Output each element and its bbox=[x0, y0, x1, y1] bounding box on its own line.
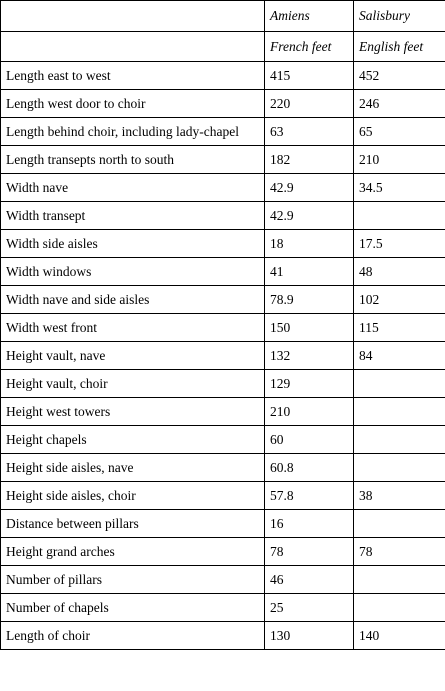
row-label: Length transepts north to south bbox=[1, 146, 265, 174]
amiens-value: 18 bbox=[265, 230, 354, 258]
table-row bbox=[1, 118, 445, 146]
units-amiens: French feet bbox=[265, 32, 354, 62]
salisbury-value: 17.5 bbox=[354, 230, 445, 258]
units-salisbury: English feet bbox=[354, 32, 445, 62]
salisbury-value: 65 bbox=[354, 118, 445, 146]
table-row bbox=[1, 230, 445, 258]
amiens-value: 150 bbox=[265, 314, 354, 342]
amiens-value: 42.9 bbox=[265, 174, 354, 202]
salisbury-value: 140 bbox=[354, 622, 445, 650]
row-label: Width side aisles bbox=[1, 230, 265, 258]
table-row bbox=[1, 174, 445, 202]
table-row bbox=[1, 482, 445, 510]
table-row bbox=[1, 314, 445, 342]
amiens-value: 25 bbox=[265, 594, 354, 622]
row-label: Length behind choir, including lady-chapel bbox=[1, 118, 265, 146]
salisbury-value: 115 bbox=[354, 314, 445, 342]
amiens-value: 210 bbox=[265, 398, 354, 426]
salisbury-value bbox=[354, 454, 445, 482]
table-row bbox=[1, 622, 445, 650]
row-label: Width nave bbox=[1, 174, 265, 202]
table-row bbox=[1, 286, 445, 314]
units-row bbox=[1, 32, 445, 62]
salisbury-value: 48 bbox=[354, 258, 445, 286]
row-label: Distance between pillars bbox=[1, 510, 265, 538]
header-row bbox=[1, 1, 445, 32]
amiens-value: 415 bbox=[265, 62, 354, 90]
amiens-value: 132 bbox=[265, 342, 354, 370]
header-salisbury: Salisbury bbox=[354, 1, 445, 32]
salisbury-value bbox=[354, 566, 445, 594]
amiens-value: 182 bbox=[265, 146, 354, 174]
row-label: Number of pillars bbox=[1, 566, 265, 594]
row-label: Height chapels bbox=[1, 426, 265, 454]
salisbury-value: 246 bbox=[354, 90, 445, 118]
row-label: Height vault, choir bbox=[1, 370, 265, 398]
row-label: Width nave and side aisles bbox=[1, 286, 265, 314]
table-row bbox=[1, 342, 445, 370]
row-label: Number of chapels bbox=[1, 594, 265, 622]
table-row bbox=[1, 90, 445, 118]
row-label: Height side aisles, choir bbox=[1, 482, 265, 510]
salisbury-value: 84 bbox=[354, 342, 445, 370]
salisbury-value bbox=[354, 594, 445, 622]
amiens-value: 129 bbox=[265, 370, 354, 398]
salisbury-value: 210 bbox=[354, 146, 445, 174]
salisbury-value bbox=[354, 510, 445, 538]
row-label: Height grand arches bbox=[1, 538, 265, 566]
salisbury-value: 78 bbox=[354, 538, 445, 566]
amiens-value: 220 bbox=[265, 90, 354, 118]
table-row bbox=[1, 426, 445, 454]
salisbury-value bbox=[354, 202, 445, 230]
amiens-value: 130 bbox=[265, 622, 354, 650]
amiens-value: 57.8 bbox=[265, 482, 354, 510]
table-row bbox=[1, 594, 445, 622]
salisbury-value: 102 bbox=[354, 286, 445, 314]
table-row bbox=[1, 510, 445, 538]
table-row bbox=[1, 398, 445, 426]
table-row bbox=[1, 258, 445, 286]
amiens-value: 63 bbox=[265, 118, 354, 146]
row-label: Width west front bbox=[1, 314, 265, 342]
header-amiens: Amiens bbox=[265, 1, 354, 32]
row-label: Length of choir bbox=[1, 622, 265, 650]
table-row bbox=[1, 566, 445, 594]
amiens-value: 60.8 bbox=[265, 454, 354, 482]
row-label: Width windows bbox=[1, 258, 265, 286]
row-label: Length west door to choir bbox=[1, 90, 265, 118]
amiens-value: 46 bbox=[265, 566, 354, 594]
table-row bbox=[1, 146, 445, 174]
header-blank-cell bbox=[1, 1, 265, 32]
table-row bbox=[1, 454, 445, 482]
row-label: Length east to west bbox=[1, 62, 265, 90]
row-label: Height west towers bbox=[1, 398, 265, 426]
row-label: Height vault, nave bbox=[1, 342, 265, 370]
amiens-value: 78 bbox=[265, 538, 354, 566]
amiens-value: 16 bbox=[265, 510, 354, 538]
table-row bbox=[1, 370, 445, 398]
amiens-value: 41 bbox=[265, 258, 354, 286]
table-row bbox=[1, 202, 445, 230]
amiens-value: 78.9 bbox=[265, 286, 354, 314]
salisbury-value bbox=[354, 398, 445, 426]
salisbury-value bbox=[354, 370, 445, 398]
table-row bbox=[1, 538, 445, 566]
salisbury-value: 452 bbox=[354, 62, 445, 90]
salisbury-value: 38 bbox=[354, 482, 445, 510]
salisbury-value bbox=[354, 426, 445, 454]
table-row bbox=[1, 62, 445, 90]
table-body bbox=[1, 1, 445, 650]
amiens-value: 60 bbox=[265, 426, 354, 454]
row-label: Width transept bbox=[1, 202, 265, 230]
amiens-value: 42.9 bbox=[265, 202, 354, 230]
row-label: Height side aisles, nave bbox=[1, 454, 265, 482]
units-blank-cell bbox=[1, 32, 265, 62]
salisbury-value: 34.5 bbox=[354, 174, 445, 202]
